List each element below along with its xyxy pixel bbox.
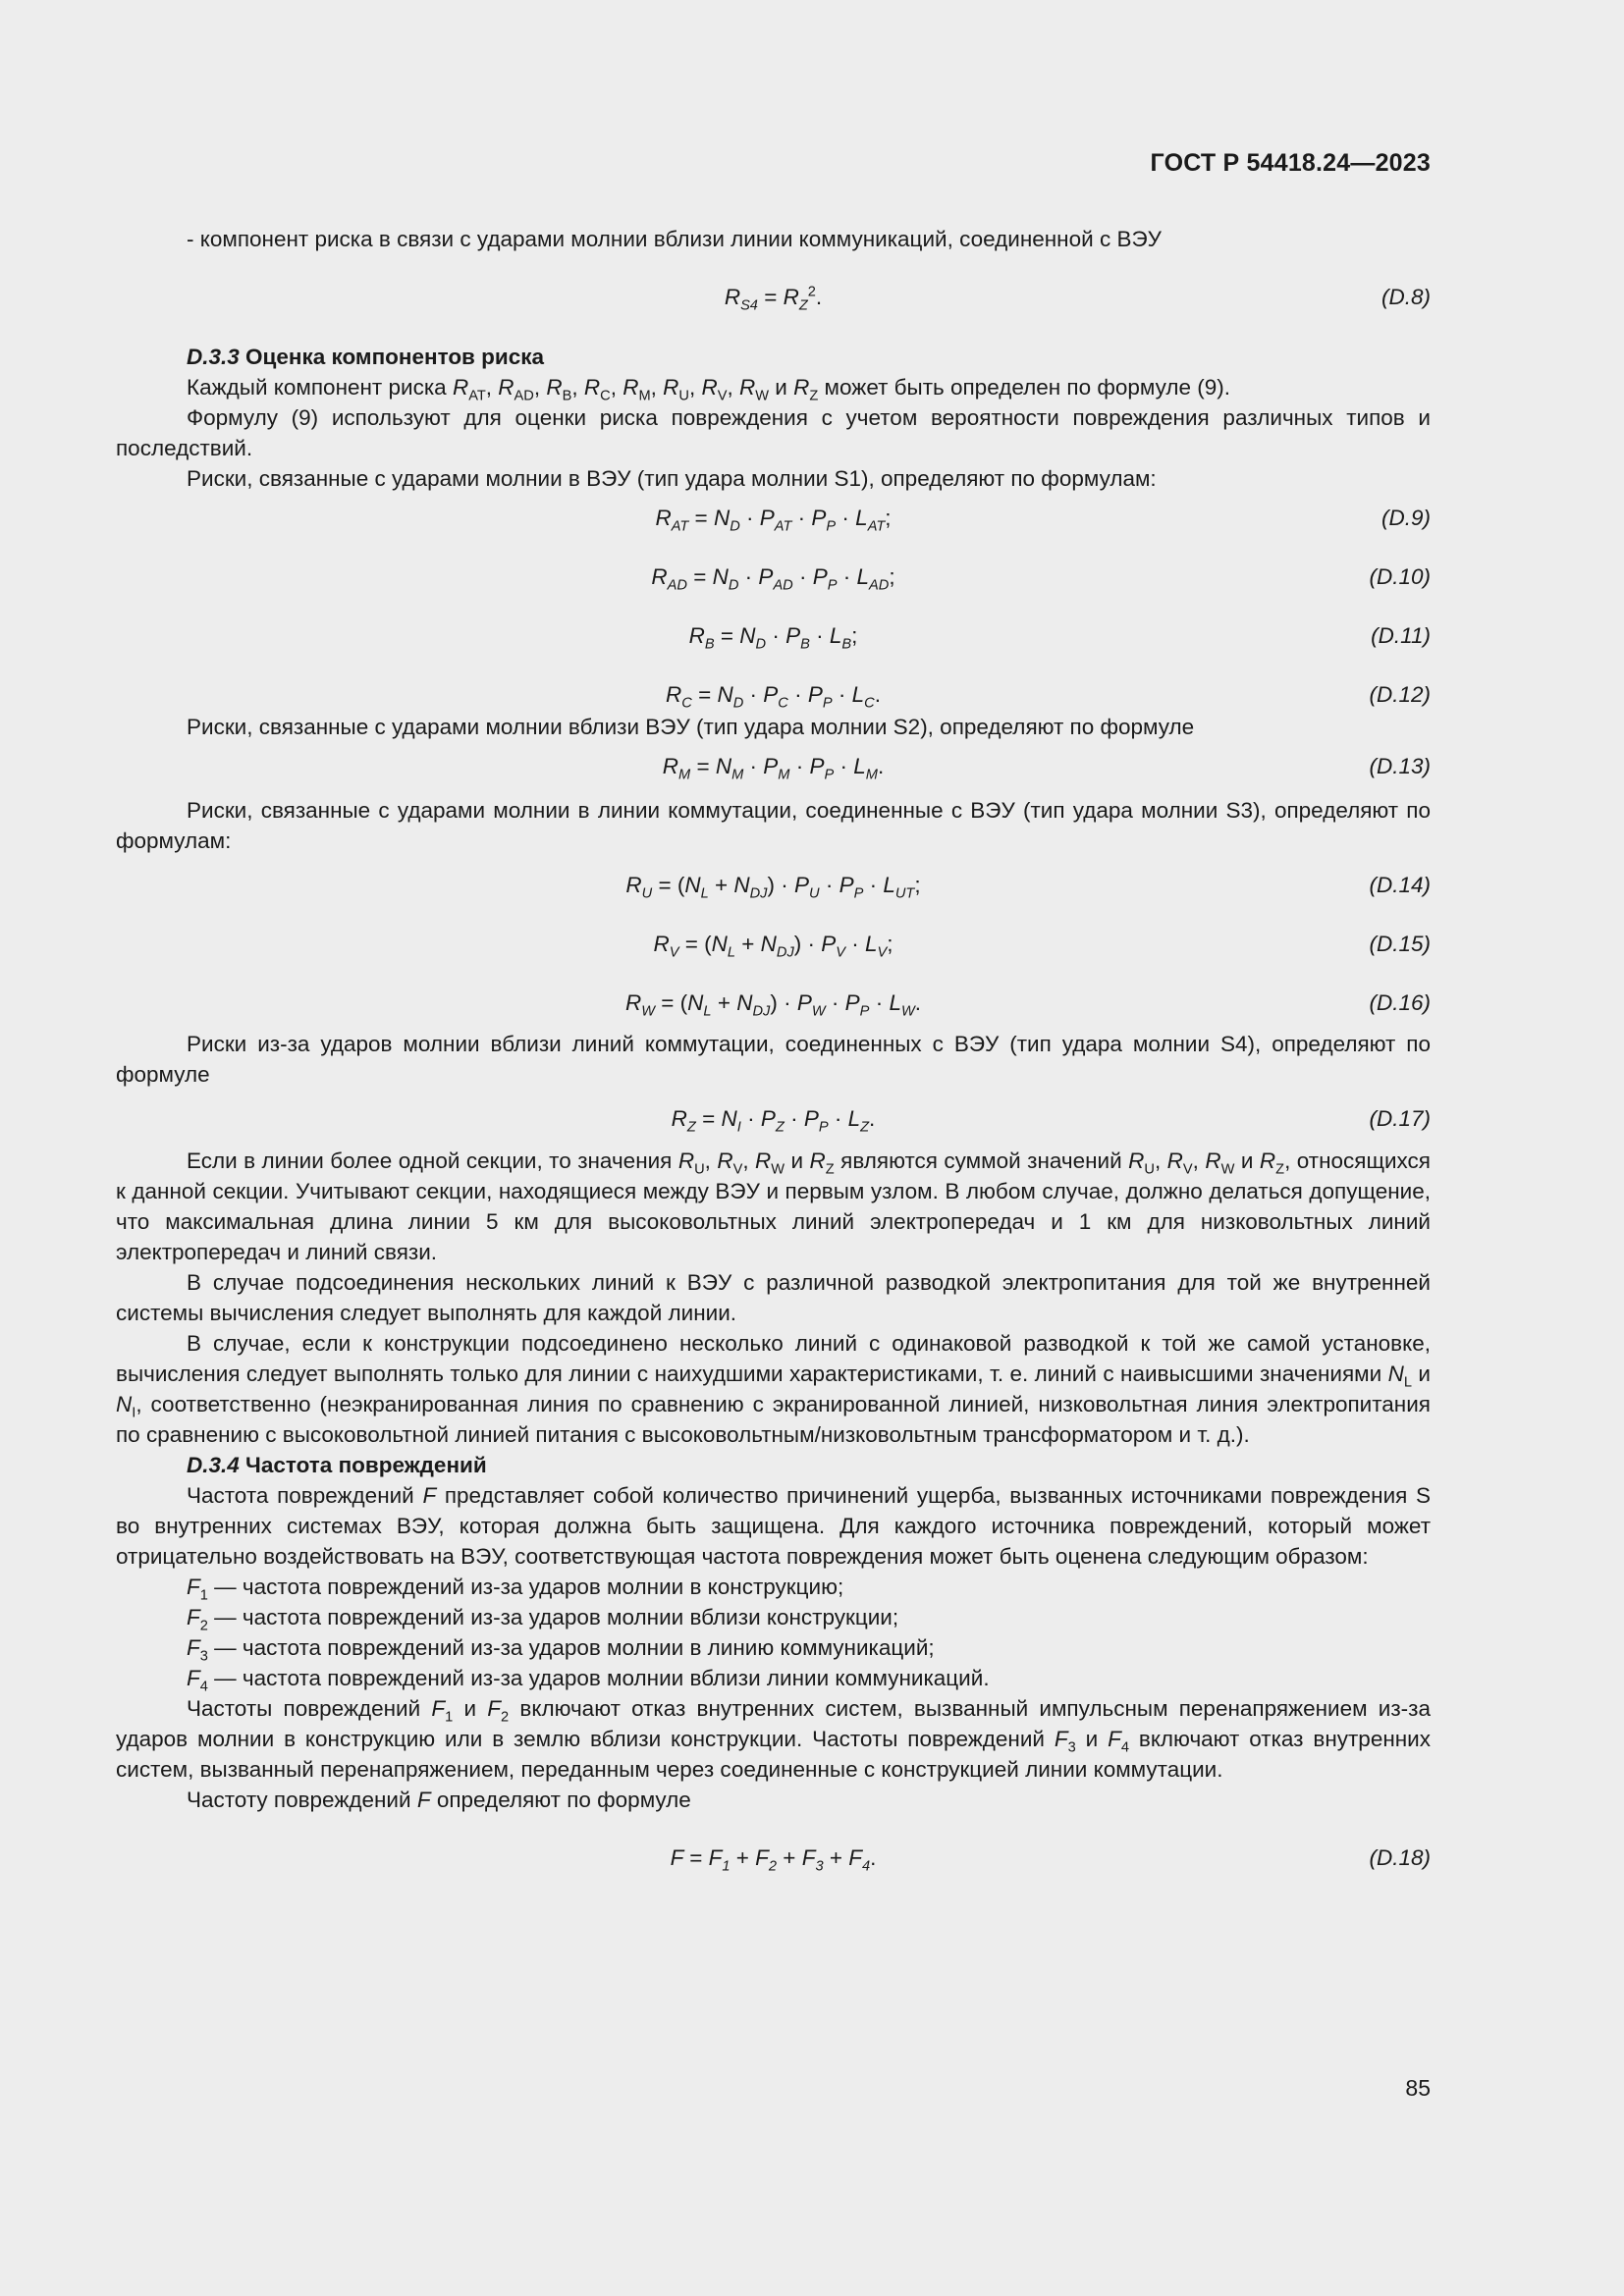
paragraph: Каждый компонент риска $R_{AT}$, $R_{AD}$, $R_B$, $R_C$, $R_M$, $R_U$, $R_V$, $R_W$ и $R_Z$ может быть определен по формуле (9). <box>187 375 1231 404</box>
list-item: $F_2$ — частота повреждений из-за ударов молнии вблизи конструкции; <box>187 1605 899 1634</box>
list-item: $F_3$ — частота повреждений из-за ударов молнии в линию коммуникаций; <box>187 1635 935 1665</box>
paragraph: Частоты повреждений $F_1$ и $F_2$ включают отказ внутренних систем, вызванный импульсным перенапряжением из-за ударов молнии в конструкцию или в землю вблизи конструкции. Частоты повреждений $F_3$ и $F_4$ включают отказ внутренних систем, вызванный перенапряжением, переданным через соединенные с конструкцией линии коммутации. <box>116 1696 1431 1782</box>
equation-body: $R_Z = N_I \cdot P_Z \cdot P_P \cdot L_Z$. <box>671 1106 876 1136</box>
equation-d13 <box>116 751 1431 781</box>
equation-body: $R_U = (N_L + N_{DJ}) \cdot P_U \cdot P_P \cdot L_{UT}$; <box>625 873 921 902</box>
equation-number: (D.10) <box>1369 564 1431 589</box>
paragraph: Формулу (9) используют для оценки риска повреждения с учетом вероятности повреждения различных типов и последствий. <box>116 405 1431 460</box>
section-heading-d33: D.3.3 Оценка компонентов риска <box>187 345 545 369</box>
paragraph: Риски, связанные с ударами молнии вблизи ВЭУ (тип удара молнии S2), определяют по формуле <box>187 715 1195 739</box>
paragraph: Частоту повреждений F определяют по формуле <box>187 1788 691 1812</box>
equation-d16 <box>116 988 1431 1018</box>
paragraph: В случае, если к конструкции подсоединено несколько линий с одинаковой разводкой к той же самой установке, вычисления следует выполнять только для линии с наихудшими характеристиками, т. е. линий с наивысшими значениями $N_L$ и $N_I$, соответственно (неэкранированная линия по сравнению с экранированной линией, низковольтная линия электропитания по сравнению с высоковольтной линией питания с высоковольтным/низковольтным трансформатором и т. д.). <box>116 1331 1431 1447</box>
equation-d12 <box>116 679 1431 710</box>
equation-body: $F = F_1 + F_2 + F_3 + F_4$. <box>670 1845 877 1875</box>
equation-number: (D.13) <box>1369 754 1431 778</box>
paragraph: Частота повреждений F представляет собой количество причинений ущерба, вызванных источниками повреждения S во внутренних системах ВЭУ, которая должна быть защищена. Для каждого источника повреждений, который может отрицательно воздействовать на ВЭУ, соответствующая частота повреждения может быть оценена следующим образом: <box>116 1483 1431 1569</box>
equation-number: (D.11) <box>1371 623 1431 648</box>
equation-body: $R_V = (N_L + N_{DJ}) \cdot P_V \cdot L_V$; <box>653 932 893 961</box>
equation-number: (D.14) <box>1369 873 1431 897</box>
equation-number: (D.8) <box>1380 285 1431 309</box>
equation-d8 <box>116 282 1431 312</box>
equation-d14 <box>116 870 1431 900</box>
paragraph: Если в линии более одной секции, то значения $R_U$, $R_V$, $R_W$ и $R_Z$ являются суммой значений $R_U$, $R_V$, $R_W$ и $R_Z$, относящихся к данной секции. Учитывают секции, находящиеся между ВЭУ и первым узлом. В любом случае, должно делаться допущение, что максимальная длина линии 5 км для высоковольтных линий электропередач и 1 км для низковольтных линий электропередач и линий связи. <box>116 1148 1431 1264</box>
equation-number: (D.18) <box>1369 1845 1431 1870</box>
equation-number: (D.16) <box>1369 990 1431 1015</box>
document-header: ГОСТ Р 54418.24—2023 <box>1150 149 1431 177</box>
equation-body: $R_{S4} = R_Z^2$. <box>724 284 823 314</box>
equation-d10 <box>116 561 1431 592</box>
equation-number: (D.12) <box>1369 682 1431 707</box>
equation-body: $R_{AT} = N_D \cdot P_{AT} \cdot P_P \cdot L_{AT}$; <box>655 506 892 535</box>
paragraph: - компонент риска в связи с ударами молнии вблизи линии коммуникаций, соединенной с ВЭУ <box>187 227 1162 251</box>
equation-d15 <box>116 929 1431 959</box>
equation-number: (D.9) <box>1380 506 1431 530</box>
equation-d11 <box>116 620 1431 651</box>
page-content <box>116 224 1431 1873</box>
equation-d9 <box>116 503 1431 533</box>
equation-number: (D.17) <box>1369 1106 1431 1131</box>
equation-number: (D.15) <box>1369 932 1431 956</box>
equation-body: $R_{AD} = N_D \cdot P_{AD} \cdot P_P \cdot L_{AD}$; <box>651 564 895 594</box>
paragraph: Риски, связанные с ударами молнии в линии коммутации, соединенные с ВЭУ (тип удара молнии S3), определяют по формулам: <box>116 798 1431 853</box>
equation-body: $R_W = (N_L + N_{DJ}) \cdot P_W \cdot P_P \cdot L_W$. <box>624 990 922 1020</box>
list-item: $F_1$ — частота повреждений из-за ударов молнии в конструкцию; <box>187 1575 844 1604</box>
equation-body: $R_M = N_M \cdot P_M \cdot P_P \cdot L_M$. <box>662 754 885 783</box>
equation-d17 <box>116 1103 1431 1134</box>
section-heading-d34: D.3.4 Частота повреждений <box>187 1453 487 1477</box>
paragraph: В случае подсоединения нескольких линий к ВЭУ с различной разводкой электропитания для той же внутренней системы вычисления следует выполнять для каждой линии. <box>116 1270 1431 1325</box>
page-number: 85 <box>1405 2075 1431 2101</box>
equation-body: $R_C = N_D \cdot P_C \cdot P_P \cdot L_C$. <box>665 682 881 712</box>
equation-d18 <box>116 1842 1431 1873</box>
list-item: $F_4$ — частота повреждений из-за ударов молнии вблизи линии коммуникаций. <box>187 1666 990 1695</box>
equation-body: $R_B = N_D \cdot P_B \cdot L_B$; <box>688 623 858 653</box>
paragraph: Риски из-за ударов молнии вблизи линий коммутации, соединенных с ВЭУ (тип удара молнии S4), определяют по формуле <box>116 1032 1431 1087</box>
paragraph: Риски, связанные с ударами молнии в ВЭУ (тип удара молнии S1), определяют по формулам: <box>187 466 1157 491</box>
